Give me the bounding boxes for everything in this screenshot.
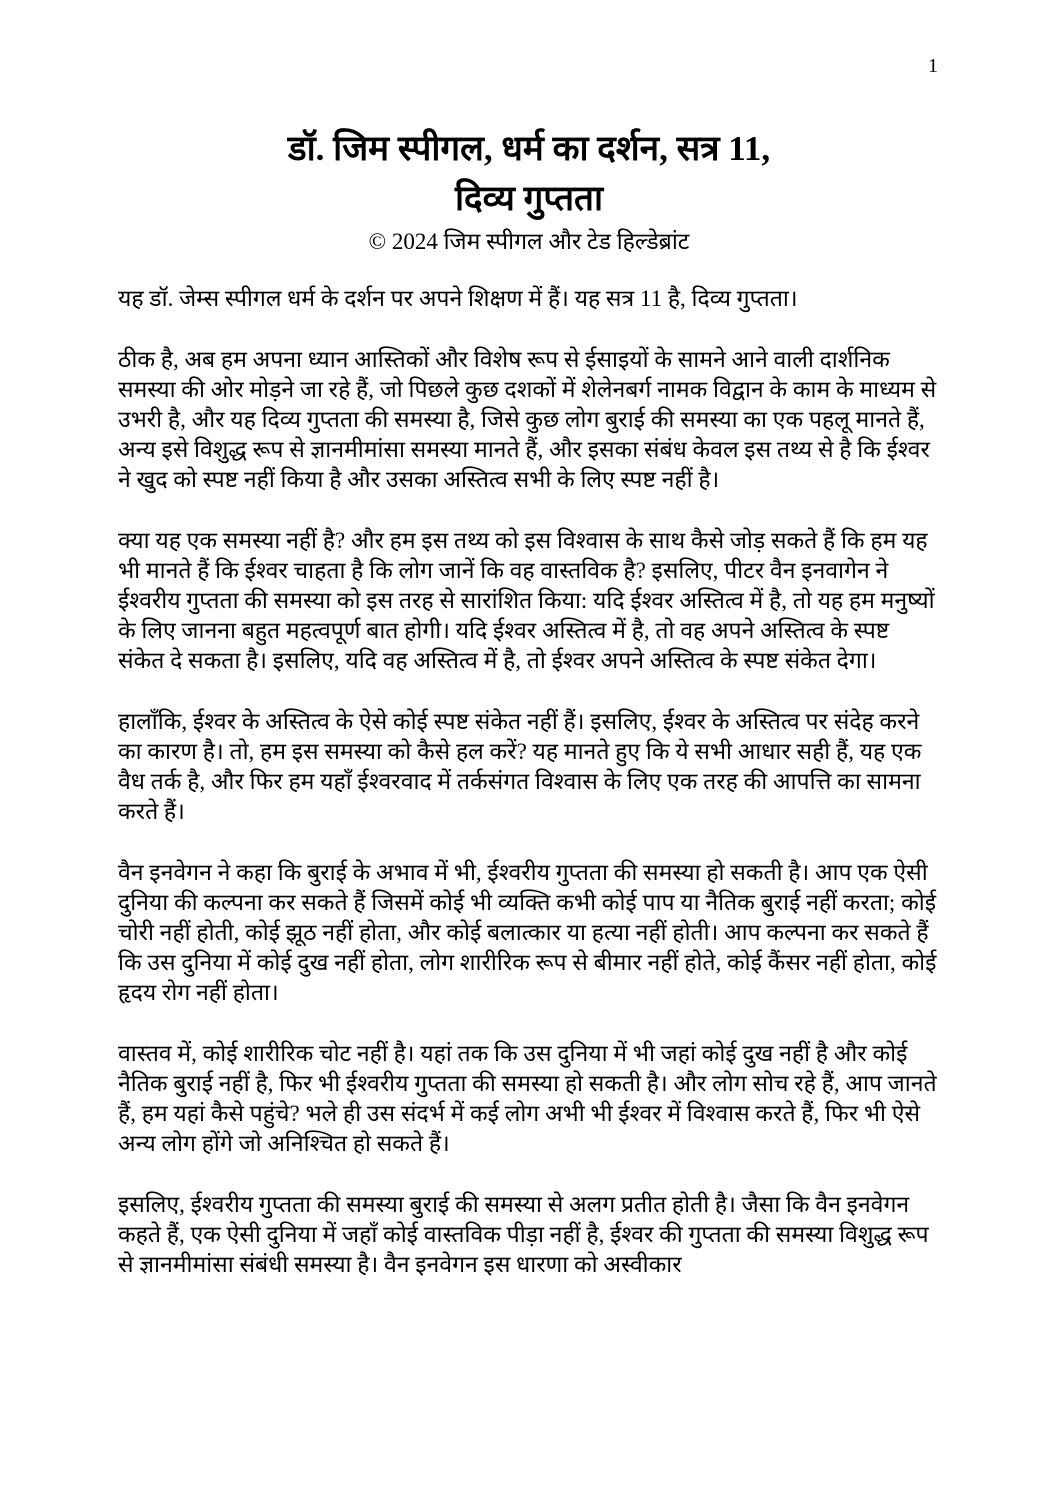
paragraph-6: वास्तव में, कोई शारीरिक चोट नहीं है। यहां तक कि उस दुनिया में भी जहां कोई दुख नहीं है और कोई नैतिक बुराई नहीं है, फिर भी ईश्वरीय गुप्तता की समस्या हो सकती है। और लोग सोच रहे हैं, आप जानते हैं, हम यहां कैसे पहुंचे? भले ही उस संदर्भ में कई लोग अभी भी ईश्वर में विश्वास करते हैं, फिर भी ऐसे अन्य लोग होंगे जो अनिश्चित हो सकते हैं। (118, 1041, 937, 1156)
paragraph-1: यह डॉ. जेम्स स्पीगल धर्म के दर्शन पर अपने शिक्षण में हैं। यह सत्र 11 है, दिव्य गुप्तता। (118, 286, 798, 311)
paragraph-7: इसलिए, ईश्वरीय गुप्तता की समस्या बुराई की समस्या से अलग प्रतीत होती है। जैसा कि वैन इनवेगन कहते हैं, एक ऐसी दुनिया में जहाँ कोई वास्तविक पीड़ा नहीं है, ईश्वर की गुप्तता की समस्या विशुद्ध रूप से ज्ञानमीमांसा संबंधी समस्या है। वैन इनवेगन इस धारणा को अस्वीकार (118, 1192, 929, 1277)
paragraph-3: क्या यह एक समस्या नहीं है? और हम इस तथ्य को इस विश्वास के साथ कैसे जोड़ सकते हैं कि हम यह भी मानते हैं कि ईश्वर चाहता है कि लोग जानें कि वह वास्तविक है? इसलिए, पीटर वैन इनवागेन ने ईश्वरीय गुप्तता की समस्या को इस तरह से सारांशित किया: यदि ईश्वर अस्तित्व में है, तो यह हम मनुष्यों के लिए जानना बहुत महत्वपूर्ण बात होगी। यदि ईश्वर अस्तित्व में है, तो वह अपने अस्तित्व के स्पष्ट संकेत दे सकता है। इसलिए, यदि वह अस्तित्व में है, तो ईश्वर अपने अस्तित्व के स्पष्ट संकेत देगा। (118, 528, 935, 673)
document-title (0, 0, 1058, 224)
document-body (118, 284, 940, 1280)
title-line-2: दिव्य गुप्तता (454, 179, 604, 218)
paragraph-4: हालाँकि, ईश्वर के अस्तित्व के ऐसे कोई स्पष्ट संकेत नहीं हैं। इसलिए, ईश्वर के अस्तित्व पर संदेह करने का कारण है। तो, हम इस समस्या को कैसे हल करें? यह मानते हुए कि ये सभी आधार सही हैं, यह एक वैध तर्क है, और फिर हम यहाँ ईश्वरवाद में तर्कसंगत विश्वास के लिए एक तरह की आपत्ति का सामना करते हैं। (118, 709, 922, 824)
copyright-byline: © 2024 जिम स्पीगल और टेड हिल्डेब्रांट (368, 229, 690, 254)
paragraph-5: वैन इनवेगन ने कहा कि बुराई के अभाव में भी, ईश्वरीय गुप्तता की समस्या हो सकती है। आप एक ऐसी दुनिया की कल्पना कर सकते हैं जिसमें कोई भी व्यक्ति कभी कोई पाप या नैतिक बुराई नहीं करता; कोई चोरी नहीं होती, कोई झूठ नहीं होता, और कोई बलात्कार या हत्या नहीं होती। आप कल्पना कर सकते हैं कि उस दुनिया में कोई दुख नहीं होता, लोग शारीरिक रूप से बीमार नहीं होते, कोई कैंसर नहीं होता, कोई हृदय रोग नहीं होता। (118, 860, 937, 1005)
page-number: 1 (928, 55, 938, 77)
title-line-1: डॉ. जिम स्पीगल, धर्म का दर्शन, सत्र 11, (287, 129, 771, 168)
paragraph-2: ठीक है, अब हम अपना ध्यान आस्तिकों और विशेष रूप से ईसाइयों के सामने आने वाली दार्शनिक समस्या की ओर मोड़ने जा रहे हैं, जो पिछले कुछ दशकों में शेलेनबर्ग नामक विद्वान के काम के माध्यम से उभरी है, और यह दिव्य गुप्तता की समस्या है, जिसे कुछ लोग बुराई की समस्या का एक पहलू मानते हैं, अन्य इसे विशुद्ध रूप से ज्ञानमीमांसा समस्या मानते हैं, और इसका संबंध केवल इस तथ्य से है कि ईश्वर ने खुद को स्पष्ट नहीं किया है और उसका अस्तित्व सभी के लिए स्पष्ट नहीं है। (118, 347, 937, 492)
